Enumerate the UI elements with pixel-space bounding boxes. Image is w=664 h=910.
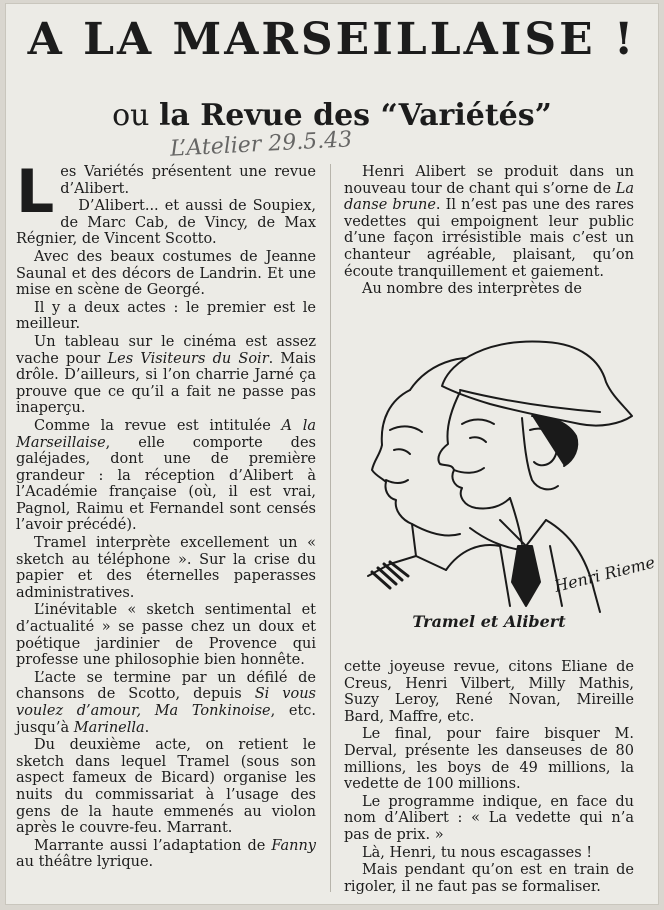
- paragraph: Avec des beaux costumes de Jeanne Saunal et des décors de Landrin. Et une mise en scène de Georgé.: [16, 248, 316, 299]
- illustration-caption: Tramel et Alibert: [412, 612, 566, 631]
- article-column-right-top: [344, 164, 634, 299]
- caricature-illustration: [350, 320, 657, 612]
- subhead-main: la Revue des “Variétés”: [159, 98, 552, 133]
- paragraph: Mais pendant qu’on est en train de rigoler, il ne faut pas se formaliser.: [344, 862, 634, 895]
- newspaper-clipping: [6, 4, 658, 904]
- headline: A LA MARSEILLAISE !: [27, 14, 637, 65]
- article-column-left: [16, 157, 316, 872]
- paragraph: cette joyeuse revue, citons Eliane de Creus, Henri Vilbert, Milly Mathis, Suzy Leroy, René Novan, Mireille Bard, Maffre, etc.: [344, 659, 634, 725]
- paragraph: Du deuxième acte, on retient le sketch dans lequel Tramel (sous son aspect fameux de Bicard) organise les nuits du commissariat à l’usage des gens de la haute emmenés au violon après le couvre-feu. Marrant.: [16, 737, 316, 837]
- paragraph: Au nombre des interprètes de: [362, 281, 582, 298]
- paragraph: Le programme indique, en face du nom d’Alibert : « La vedette qui n’a pas de prix. »: [344, 793, 634, 843]
- handwritten-note: L’Atelier 29.5.43: [169, 127, 353, 162]
- article-column-right-bottom: [344, 659, 634, 896]
- paragraph: Henri Alibert se produit dans un nouveau tour de chant qui s’orne de La danse brune. Il n’est pas une des rares vedettes qui empoignent leur public d’une façon irrésistible mais c’est un chanteur agréable, plaisant, qu’on écoute tranquillement et gaiement.: [344, 164, 634, 280]
- paragraph: Il y a deux actes : le premier est le meilleur.: [16, 299, 316, 333]
- subhead-ou: ou: [112, 98, 150, 133]
- paragraph: Là, Henri, tu nous escagasses !: [362, 844, 593, 861]
- illustrator-signature: Henri Rieme: [552, 552, 657, 596]
- paragraph: D’Alibert... et aussi de Soupiex, de Marc Cab, de Vincy, de Max Régnier, de Vincent Scotto.: [16, 198, 316, 248]
- column-divider: [330, 164, 331, 892]
- paragraph: Comme la revue est intitulée A la Marseillaise, elle comporte des galéjades, dont une de première grandeur : la réception d’Alibert à l’Académie française (où, il est vrai, Pagnol, Raimu et Fernandel sont censés l’avoir précédé).: [16, 417, 316, 534]
- paragraph: Tramel interprète excellement un « sketch au téléphone ». Sur la crise du papier et des éternelles paperasses administratives.: [16, 535, 316, 601]
- paragraph: Marrante aussi l’adaptation de Fanny au théâtre lyrique.: [16, 837, 316, 871]
- paragraph: L’acte se termine par un défilé de chansons de Scotto, depuis Si vous voulez d’amour, Ma Tonkinoise, etc. jusqu’à Marinella.: [16, 669, 316, 736]
- paragraph: L’inévitable « sketch sentimental et d’actualité » se passe chez un doux et poétique jardinier de Provence qui professe une philosophie bien honnête.: [16, 602, 316, 669]
- paragraph: Un tableau sur le cinéma est assez vache pour Les Visiteurs du Soir. Mais drôle. D’ailleurs, si l’on charrie Jarné ça prouve que ce qu’il a fait ne passe pas inaperçu.: [16, 333, 316, 417]
- paragraph: Le final, pour faire bisquer M. Derval, présente les danseuses de 80 millions, les boys de 49 millions, la vedette de 100 millions.: [344, 726, 634, 793]
- paragraph: Les Variétés présentent une revue d’Alibert.: [16, 157, 316, 227]
- drop-cap: L: [16, 157, 55, 227]
